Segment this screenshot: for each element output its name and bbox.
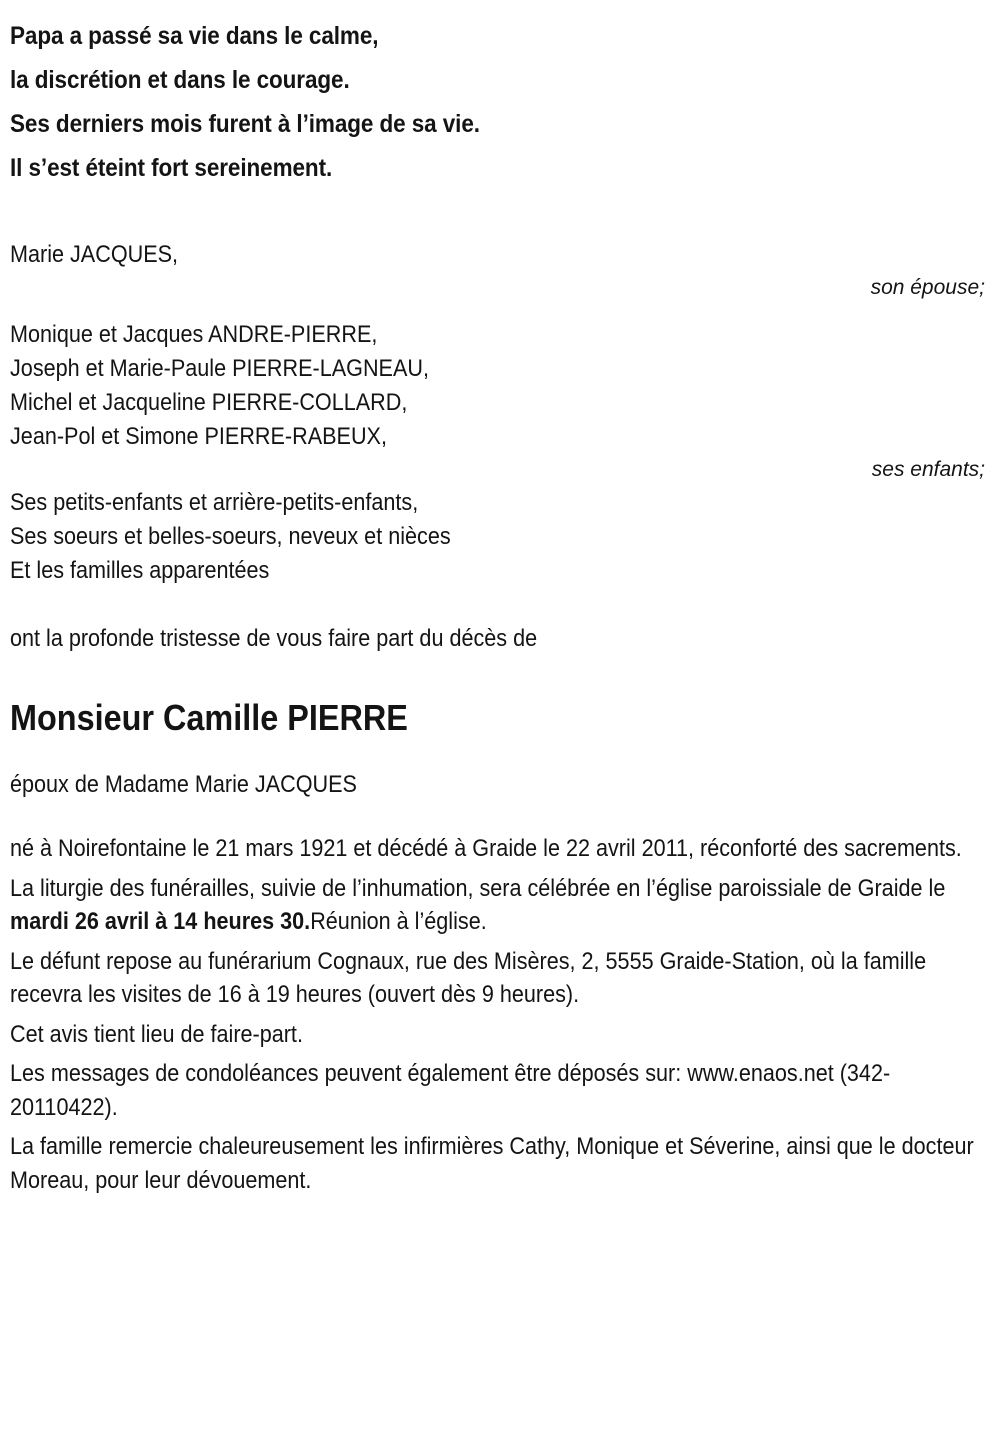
condolences-reference: (342-20110422). [10, 1060, 891, 1121]
epitaph-line-1: Papa a passé sa vie dans le calme, [10, 22, 379, 50]
announcement-spacer [10, 588, 990, 622]
announcement-line: ont la profonde tristesse de vous faire part du décès de [10, 625, 538, 652]
relation-label-spouse: son épouse; [870, 276, 985, 299]
deceased-spouse-of: époux de Madame Marie JACQUES [10, 771, 357, 798]
paragraph-birth-death: né à Noirefontaine le 21 mars 1921 et décédé à Graide le 22 avril 2011, réconforté des sacrements. [10, 835, 962, 862]
survivor-name: Michel et Jacqueline PIERRE-COLLARD, [10, 389, 408, 416]
group-spacer [10, 304, 990, 318]
paragraph-condolences [10, 1057, 991, 1124]
epitaph-block [10, 14, 990, 190]
paragraph-notice: Cet avis tient lieu de faire-part. [10, 1020, 303, 1048]
liturgy-text-before: La liturgie des funérailles, suivie de l’inhumation, sera célébrée en l’église paroissiale de Graide le [10, 874, 946, 902]
deceased-name: Monsieur Camille PIERRE [10, 697, 408, 738]
epitaph-line-2: la discrétion et dans le courage. [10, 66, 350, 94]
liturgy-datetime: mardi 26 avril à 14 heures 30. [10, 908, 311, 935]
survivor-name: Jean-Pol et Simone PIERRE-RABEUX, [10, 423, 387, 450]
survivor-name: Joseph et Marie-Paule PIERRE-LAGNEAU, [10, 355, 429, 382]
liturgy-text-after: Réunion à l’église. [310, 908, 487, 935]
survivor-name: Monique et Jacques ANDRE-PIERRE, [10, 321, 378, 348]
epitaph-line-4: Il s’est éteint fort sereinement. [10, 154, 333, 182]
details-block [10, 832, 991, 1197]
condolences-website[interactable]: www.enaos.net [687, 1060, 834, 1087]
survivors-block [10, 238, 990, 656]
epitaph-line-3: Ses derniers mois furent à l’image de sa vie. [10, 110, 480, 138]
survivor-group-spouse [10, 238, 990, 304]
relation-label-children: ses enfants; [871, 458, 985, 481]
survivor-name: Ses petits-enfants et arrière-petits-enfants, [10, 489, 419, 516]
paragraph-thanks: La famille remercie chaleureusement les infirmières Cathy, Monique et Séverine, ainsi que le docteur Moreau, pour leur dévouement. [10, 1133, 974, 1194]
survivor-name: Et les familles apparentées [10, 557, 270, 584]
paragraph-funerarium: Le défunt repose au funérarium Cognaux, rue des Misères, 2, 5555 Graide-Station, où la famille recevra les visites de 16 à 19 heures (ouvert dès 9 heures). [10, 947, 927, 1008]
survivor-name: Marie JACQUES, [10, 241, 179, 268]
survivor-group-others [10, 486, 990, 588]
paragraph-liturgy [10, 872, 991, 939]
condolences-text-before: Les messages de condoléances peuvent également être déposés sur: [10, 1060, 688, 1087]
survivor-name: Ses soeurs et belles-soeurs, neveux et nièces [10, 523, 451, 550]
survivor-group-children [10, 318, 990, 486]
